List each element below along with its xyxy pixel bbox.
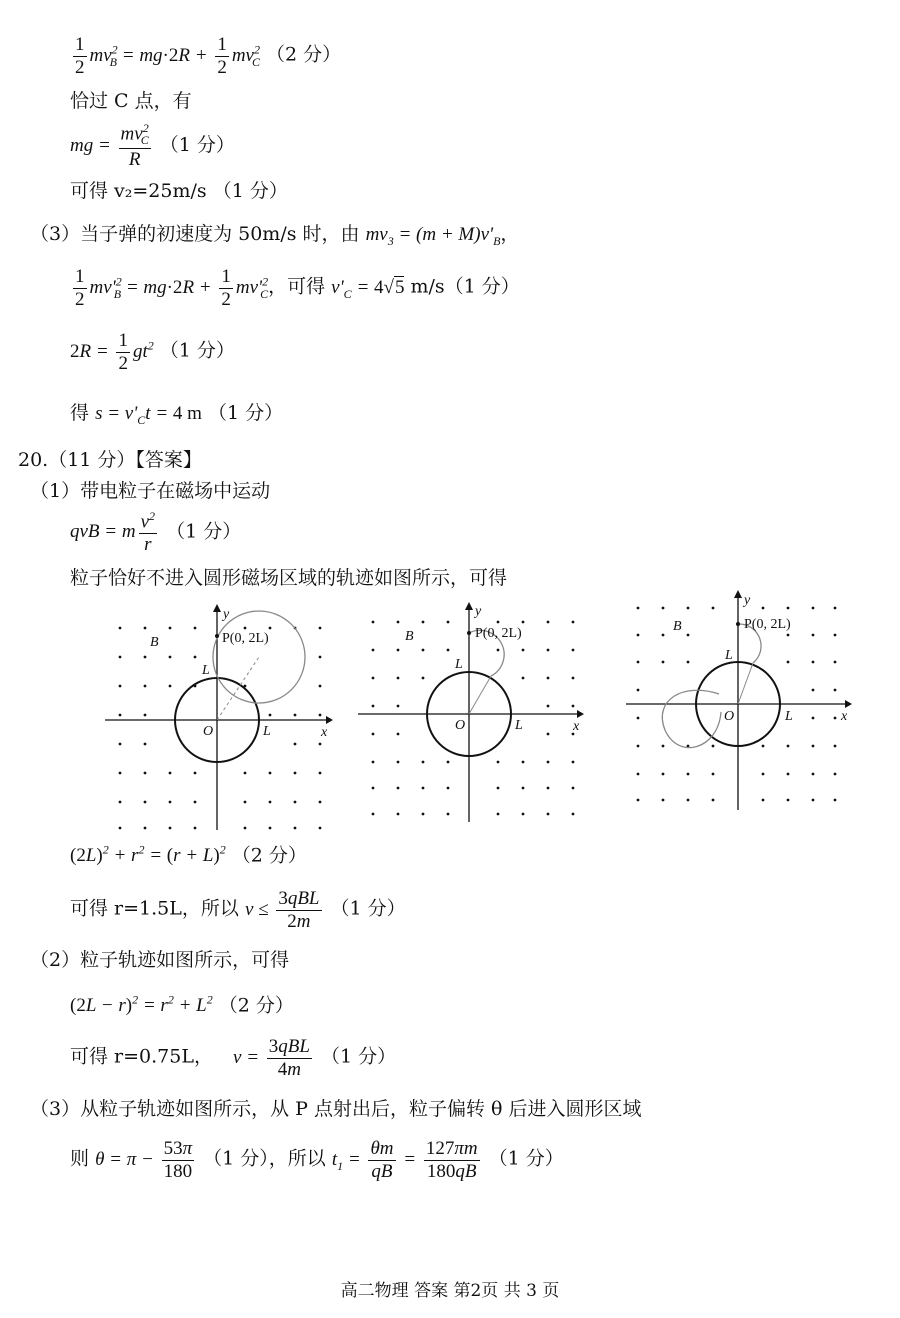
q20-part2-title: （2）粒子轨迹如图所示，可得 (30, 949, 290, 971)
page-footer: 高二物理 答案 第2页 共 3 页 (340, 1281, 560, 1301)
label-b: B (405, 629, 414, 644)
label-x: x (321, 725, 328, 740)
eq-energy-part3: $\frac{1}{2}$ $mv'^2_B = mg\cdot 2R$ + $\frac{1}{2}$ $mv'^2_C$，可得 $v'_C = 4√5$ m/s（1 分） (75, 266, 520, 310)
q20-part1-title: （1）带电粒子在磁场中运动 (30, 480, 271, 502)
label-o: O (203, 724, 214, 739)
score-mark: （2 分） (266, 43, 342, 66)
y-axis-arrow (213, 604, 221, 612)
q20-part3-title: （3）从粒子轨迹如图所示，从 P 点射出后，粒子偏转 θ 后进入圆形区域 (30, 1098, 642, 1120)
eq-centripetal-c: mg = $\frac{mv^2_C}{R}$ （1 分） (70, 121, 235, 170)
result-s: 得 $s = v'_Ct = 4$ m （1 分） (70, 402, 284, 427)
score-mark: （1 分） (159, 133, 235, 156)
label-b: B (673, 619, 682, 634)
label-l-x: L (785, 709, 793, 724)
eq-lorentz: qvB = m $\frac{v^2}{r}$ （1 分） (70, 509, 242, 556)
x-axis-arrow (577, 710, 584, 718)
label-b: B (150, 635, 159, 650)
result-part2: 可得 r=0.75L， v = $\frac{\text{3qBL}}{4m}$ （1 分） (70, 1036, 397, 1080)
label-o: O (455, 718, 466, 733)
label-p: P(0, 2L) (475, 626, 522, 641)
figure-1-trajectory (100, 600, 340, 835)
field-dots (119, 627, 322, 830)
score-mark: （1 分） (159, 339, 235, 362)
label-l-x: L (515, 718, 523, 733)
label-p: P(0, 2L) (744, 617, 791, 632)
label-x: x (841, 709, 848, 724)
eq-energy-b-to-c: $\frac{1}{2}$ $mv^2_B = mg\cdot 2R$ + $\frac{1}{2}$ $mv^2_C$ （2 分） (75, 34, 342, 78)
figure-2-svg (355, 600, 590, 825)
result-v2: 可得 v₂=25m/s （1 分） (70, 180, 288, 202)
eq-fall-time: 2R = $\frac{1}{2}$ $gt^2$ （1 分） (70, 330, 235, 374)
label-l-y: L (202, 663, 210, 678)
q20-part1-text: 粒子恰好不进入圆形磁场区域的轨迹如图所示，可得 (70, 567, 508, 589)
result-part1: 可得 r=1.5L，所以 v ≤ $\frac{\text{3qBL}}{2m}$ （1 分） (70, 888, 406, 932)
field-dots (372, 621, 575, 816)
figure-3-trajectory (623, 590, 863, 815)
point-p (736, 622, 740, 626)
figure-3-svg (623, 590, 863, 815)
label-y: y (744, 593, 751, 608)
label-l-y: L (725, 648, 733, 663)
trajectory-arc-2 (662, 690, 721, 747)
label-y: y (223, 607, 230, 622)
radius-line (217, 657, 259, 720)
y-axis-arrow (465, 602, 473, 610)
label-y: y (475, 604, 482, 619)
point-p (215, 634, 219, 638)
label-o: O (724, 709, 735, 724)
part3-intro: （3）当子弹的初速度为 50m/s 时，由 $mv_3 = (m + M)v'_B$， (30, 223, 520, 248)
radius-line (738, 663, 753, 704)
text-at-point-c: 恰过 C 点，有 (70, 90, 192, 112)
label-p: P(0, 2L) (222, 631, 269, 646)
label-x: x (573, 719, 580, 734)
point-p (467, 631, 471, 635)
figure-1-svg (100, 600, 340, 835)
label-l-x: L (263, 724, 271, 739)
figure-2-trajectory (355, 600, 590, 825)
y-axis-arrow (734, 590, 742, 598)
result-part3: 则 θ = π − $\frac{53\pi}{180}$ （1 分），所以 $t_1$ = $\frac{\theta m}{qB}$ = $\frac{127\pi m}{180qB}$ （1 分） (70, 1138, 564, 1182)
label-l-y: L (455, 657, 463, 672)
x-axis-arrow (326, 716, 333, 724)
radius-line (469, 676, 491, 714)
eq-geometry-1: $(2L)^2 + r^2 = (r + L)^2$ （2 分） (70, 843, 307, 867)
q20-heading: 20.（11 分）【答案】 (18, 449, 202, 471)
x-axis-arrow (845, 700, 852, 708)
eq-geometry-2: $(2L - r)^2 = r^2 + L^2$ （2 分） (70, 993, 294, 1017)
